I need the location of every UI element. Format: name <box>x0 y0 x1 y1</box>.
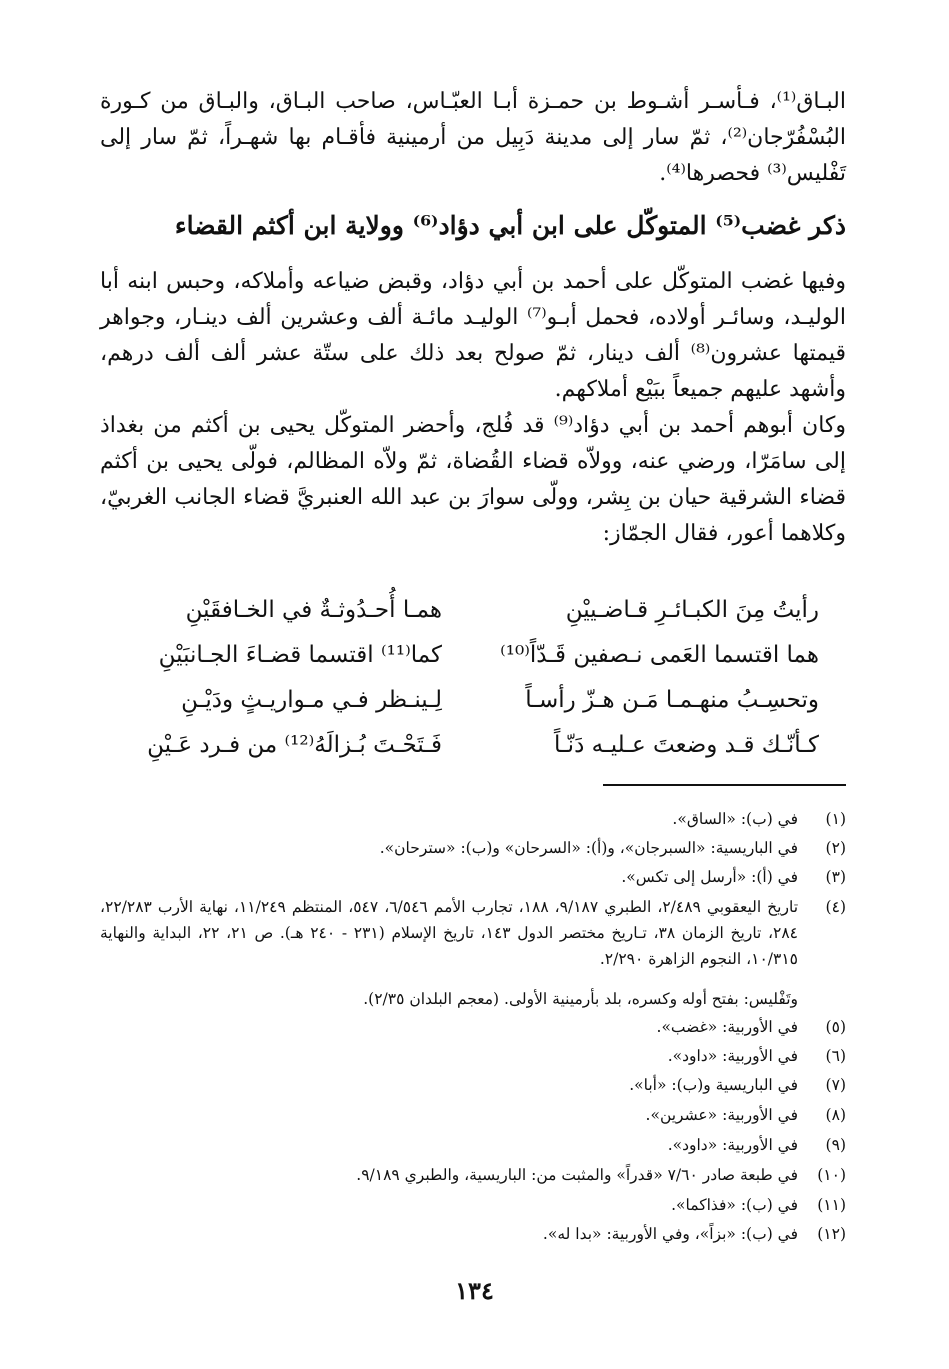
verse-3-first-hemistich: وتحسِـبُ منهـمـا مَـن هـزّ رأسـاً <box>525 687 819 713</box>
footnote-text: في (أ): «أرسل إلى تكس». <box>621 868 798 886</box>
footnote-number: (٦) <box>825 1047 846 1065</box>
verse-1-first-hemistich: رأيتُ مِنَ الكبـائـرِ قـاضـييْنِ <box>565 597 819 623</box>
footnote-number: (١٢) <box>817 1225 846 1243</box>
verse-1-second-hemistich: همـا أُحـدُوثـةٌ في الخـافقَيْنِ <box>185 597 442 623</box>
footnote-text: في طبعة صادر ٧/٦٠ «قدراً» والمثبت من: الباريسية، والطبري ٩/١٨٩. <box>356 1166 798 1184</box>
footnote-number: (١) <box>825 810 846 828</box>
footnote-text: في (ب): «فذاكما». <box>671 1196 798 1214</box>
footnote-number: (٩) <box>825 1136 846 1154</box>
verse-2-second-hemistich: كما⁽¹¹⁾ اقتسما قضـاءَ الجـانبَيْنِ <box>158 642 442 668</box>
verse-4-second-hemistich: فَـتَحْـتَ بُـزالَهُ⁽¹²⁾ من فـرد عَـيْنِ <box>147 732 442 758</box>
footnote-number: (٨) <box>825 1106 846 1124</box>
verse-3-second-hemistich: لِـينـظر فـي مـواريـثٍ ودَيْـنِ <box>181 687 442 713</box>
footnote-number: (٥) <box>825 1018 846 1036</box>
footnote-text: في الباريسية: «السبرجان»، و(أ): «السرحان» و(ب): «سترحان». <box>379 839 798 857</box>
footnote-number: (٤) <box>825 898 846 916</box>
footnote-text: في الأوربية: «داود». <box>667 1047 798 1065</box>
footnote-continuation: وتَفْليس: بفتح أوله وكسره، بلد بأرمينية الأولى. (معجم البلدان ٢/٣٥). <box>363 990 798 1008</box>
footnote-number: (١١) <box>817 1196 846 1214</box>
page-number: ١٣٤ <box>455 1276 494 1305</box>
footnote-number: (٧) <box>825 1076 846 1094</box>
footnote-text: في (ب): «الساق». <box>672 810 798 828</box>
paragraph-1: البـاق⁽¹⁾، فـأسـر أشـوط بن حمـزة أبـا العبّـاس، صاحب البـاق، والبـاق من كـورة البُسْفُرّجان⁽²⁾، ثمّ سار إلى مدينة دَبِيل من أرمينية فأقـام بها شهـراً، ثمّ سار إلى تَفْليس⁽³⁾ فحصرها⁽⁴⁾. <box>100 89 846 186</box>
footnote-text: في الأوربية: «عشرين». <box>645 1106 798 1124</box>
verse-4-first-hemistich: كـأنّـك قـد وضعتَ عـليـه دَنّـاً <box>553 732 819 758</box>
footnote-text: في الباريسية و(ب): «أبا». <box>629 1076 798 1094</box>
footnote-divider <box>603 784 846 786</box>
paragraph-3: وكان أبوهم أحمد بن أبي دؤاد⁽⁹⁾ قد فُلج، وأحضر المتوكّل يحيى بن أكثم من بغداذ إلى سامَرّا، ورضي عنه، وولاّه قضاء القُضاة، ثمّ ولاّه المظالم، فولّى يحيى بن أكثم قضاء الشرقية حيان بن بِشر، وولّى سوارَ بن عبد الله العنبريَّ قضاء الجانب الغربيّ، وكلاهما أعور، فقال الجمّاز: <box>100 413 847 546</box>
paragraph-2: وفيها غضب المتوكّل على أحمد بن أبي دؤاد، وقبض ضياعه وأملاكه، وحبس ابنه أبا الوليـد، وسائـر أولاده، فحمل أبـو⁽⁷⁾ الوليـد مائـة ألف وعشرين ألف دينـار، وجواهر قيمتها عشرون⁽⁸⁾ ألف دينار، ثمّ صولح بعد ذلك على ستّة عشر ألف ألف درهم، وأشهد عليهم جميعاً ببَيْع أملاكهم. <box>100 269 846 402</box>
verse-2-first-hemistich: هما اقتسما العَمى نـصفين قَـدّاً⁽¹⁰⁾ <box>500 642 819 668</box>
footnote-number: (٢) <box>825 839 846 857</box>
footnote-text: في (ب): «بزاً»، وفي الأوربية: «بدا له». <box>542 1225 798 1243</box>
footnote-text: في الأوربية: «غضب». <box>656 1018 798 1036</box>
footnote-number: (٣) <box>825 868 846 886</box>
footnote-text: تاريخ اليعقوبي ٢/٤٨٩، الطبري ٩/١٨٧، ١٨٨، تجارب الأمم ٦/٥٤٦، ٥٤٧، المنتظم ١١/٢٤٩، نهاية الأرب ٢٢/٢٨٣، ٢٨٤، تاريخ الزمان ٣٨، تـاريخ مختصر الدول ١٤٣، تاريخ الإسلام (٢٣١ - ٢٤٠ هـ). ص ٢١، ٢٢، البداية والنهاية ١٠/٣١٥، النجوم الزاهرة ٢/٢٩٠. <box>100 898 799 968</box>
footnote-number: (١٠) <box>817 1166 846 1184</box>
section-heading: ذكر غضب⁽⁵⁾ المتوكّل على ابن أبي دؤاد⁽⁶⁾ وولاية ابن أكثم القضاء <box>174 211 846 240</box>
footnote-text: في الأوربية: «داود». <box>667 1136 798 1154</box>
